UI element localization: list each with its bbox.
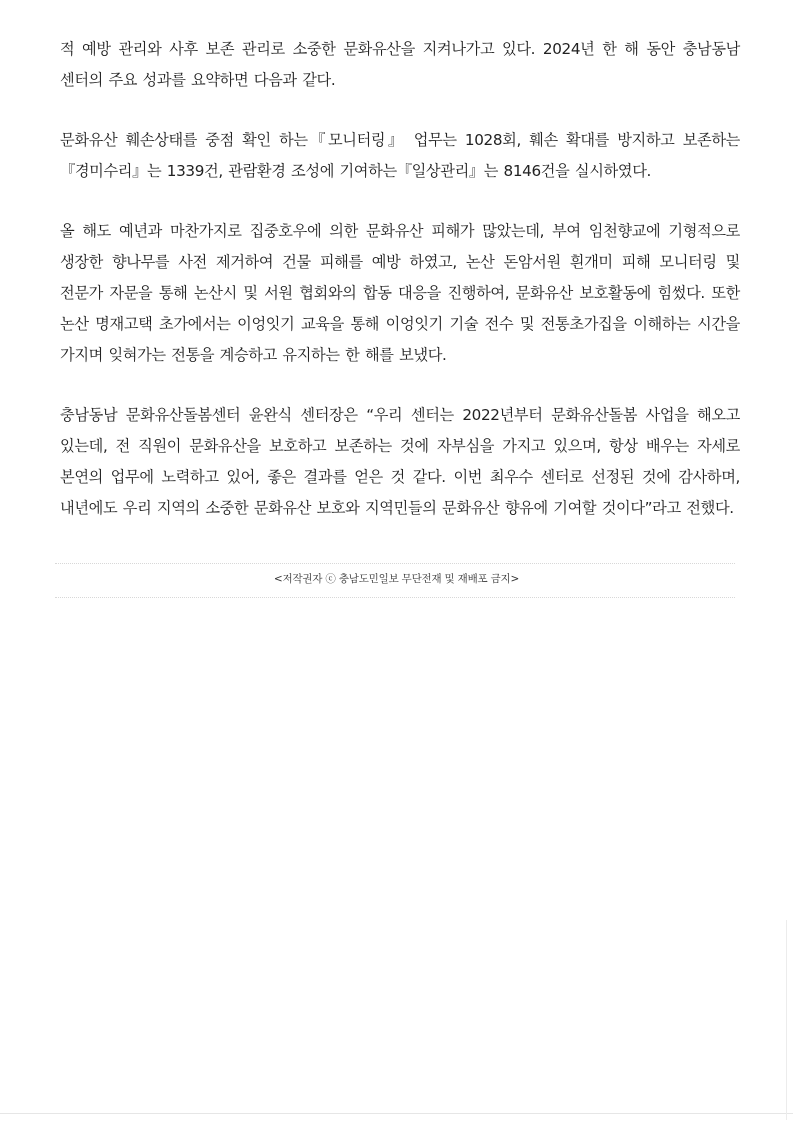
- article-paragraph: 적 예방 관리와 사후 보존 관리로 소중한 문화유산을 지켜나가고 있다. 2024년 한 해 동안 충남동남 센터의 주요 성과를 요약하면 다음과 같다.: [60, 40, 740, 89]
- article-paragraph: 문화유산 훼손상태를 중점 확인 하는『모니터링』 업무는 1028회, 훼손 확대를 방지하고 보존하는『경미수리』는 1339건, 관람환경 조성에 기여하는『일상관리』는 8146건을 실시하였다.: [60, 131, 740, 180]
- copyright-divider-top: [55, 563, 735, 564]
- scan-edge-line: [0, 1113, 793, 1114]
- copyright-divider-bottom: [55, 597, 735, 598]
- article-paragraph: 충남동남 문화유산돌봄센터 윤완식 센터장은 “우리 센터는 2022년부터 문화유산돌봄 사업을 해오고 있는데, 전 직원이 문화유산을 보호하고 보존하는 것에 자부심을 가지고 있으며, 항상 배우는 자세로 본연의 업무에 노력하고 있어, 좋은 결과를 얻은 것 같다. 이번 최우수 센터로 선정된 것에 감사하며, 내년에도 우리 지역의 소중한 문화유산 보호와 지역민들의 문화유산 향유에 기여할 것이다”라고 전했다.: [60, 406, 740, 517]
- scan-edge-line: [786, 920, 787, 1120]
- article-paragraph: 올 해도 예년과 마찬가지로 집중호우에 의한 문화유산 피해가 많았는데, 부여 임천향교에 기형적으로 생장한 향나무를 사전 제거하여 건물 피해를 예방 하였고, 논산 돈암서원 흰개미 피해 모니터링 및 전문가 자문을 통해 논산시 및 서원 협회와의 합동 대응을 진행하여, 문화유산 보호활동에 힘썼다. 또한 논산 명재고택 초가에서는 이엉잇기 교육을 통해 이엉잇기 기술 전수 및 전통초가집을 이해하는 시간을 가지며 잊혀가는 전통을 계승하고 유지하는 한 해를 보냈다.: [60, 222, 740, 364]
- article-body: [60, 34, 740, 524]
- copyright-notice: <저작권자 ⓒ 충남도민일보 무단전재 및 재배포 금지>: [273, 573, 520, 585]
